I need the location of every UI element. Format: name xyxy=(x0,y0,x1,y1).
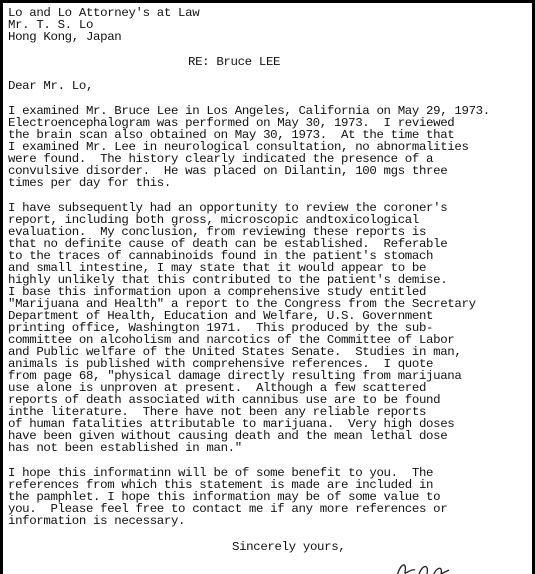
paragraph-line: "Marijuana and Health" a report to the Congress from the Secretary xyxy=(8,297,476,311)
paragraph-line: has not been established in man." xyxy=(8,441,242,455)
paragraph-line: Electroencephalogram was performed on May 30, 1973. I reviewed xyxy=(8,116,455,130)
signature-mark xyxy=(393,558,453,574)
paragraph-line: I hope this informatinn will be of some benefit to you. The xyxy=(8,466,434,480)
letterhead-city: Hong Kong, Japan xyxy=(8,30,122,44)
paragraph-line: times per day for this. xyxy=(8,176,171,190)
paragraph-line: I examined Mr. Bruce Lee in Los Angeles, California on May 29, 1973. xyxy=(8,104,490,118)
paragraph-line: Department of Health, Education and Welfare, U.S. Government xyxy=(8,309,434,323)
paragraph-line: I have subsequently had an opportunity to review the coroner's xyxy=(8,201,448,215)
paragraph-line: you. Please feel free to contact me if any more references or xyxy=(8,502,448,516)
paragraph-line: animals is published with comprehensive references. I quote xyxy=(8,357,434,371)
paragraph-line: highly unlikely that this contributed to the patient's demise. xyxy=(8,273,448,287)
paragraph-line: I base this information upon a comprehensive study entitled xyxy=(8,285,427,299)
letterhead-attention: Mr. T. S. Lo xyxy=(8,18,94,32)
paragraph-line: committee on alcoholism and narcotics of the Committee of Labor xyxy=(8,333,455,347)
paragraph-line: printing office, Washington 1971. This produced by the sub- xyxy=(8,321,434,335)
paragraph-line: have been given without causing death and the mean lethal dose xyxy=(8,429,448,443)
paragraph-line: reports of death associated with cannibus use are to be found xyxy=(8,393,441,407)
paragraph-line: report, including both gross, microscopic andtoxicological xyxy=(8,213,419,227)
paragraph-line: use alone is unproven at present. Although a few scattered xyxy=(8,381,427,395)
paragraph-line: information is necessary. xyxy=(8,514,186,528)
paragraph-line: inthe literature. There have not been any reliable reports xyxy=(8,405,427,419)
paragraph-line: from page 68, "physical damage directly resulting from marijuana xyxy=(8,369,462,383)
letterhead-firm: Lo and Lo Attorney's at Law xyxy=(8,6,200,20)
paragraph-line: evaluation. My conclusion, from reviewing these reports is xyxy=(8,225,427,239)
paragraph-line: of human fatalities attributable to marijuana. Very high doses xyxy=(8,417,455,431)
paragraph-line: to the traces of cannabinoids found in the patient's stomach xyxy=(8,249,434,263)
salutation: Dear Mr. Lo, xyxy=(8,79,94,93)
paragraph-line: were found. The history clearly indicated the presence of a xyxy=(8,152,434,166)
paragraph-line: and small intestine, I may state that it would appear to be xyxy=(8,261,427,275)
re-line: RE: Bruce LEE xyxy=(188,55,281,69)
paragraph-line: convulsive disorder. He was placed on Dilantin, 100 mgs three xyxy=(8,164,448,178)
letter-page xyxy=(3,3,532,574)
paragraph-line: the pamphlet. I hope this information may be of some value to xyxy=(8,490,441,504)
closing: Sincerely yours, xyxy=(232,540,346,554)
paragraph-line: and Public welfare of the United States Senate. Studies in man, xyxy=(8,345,462,359)
paragraph-line: references from which this statement is made are included in xyxy=(8,478,434,492)
paragraph-line: that no definite cause of death can be established. Referable xyxy=(8,237,448,251)
paragraph-line: I examined Mr. Lee in neurological consultation, no abnormalities xyxy=(8,140,469,154)
paragraph-line: the brain scan also obtained on May 30, 1973. At the time that xyxy=(8,128,455,142)
